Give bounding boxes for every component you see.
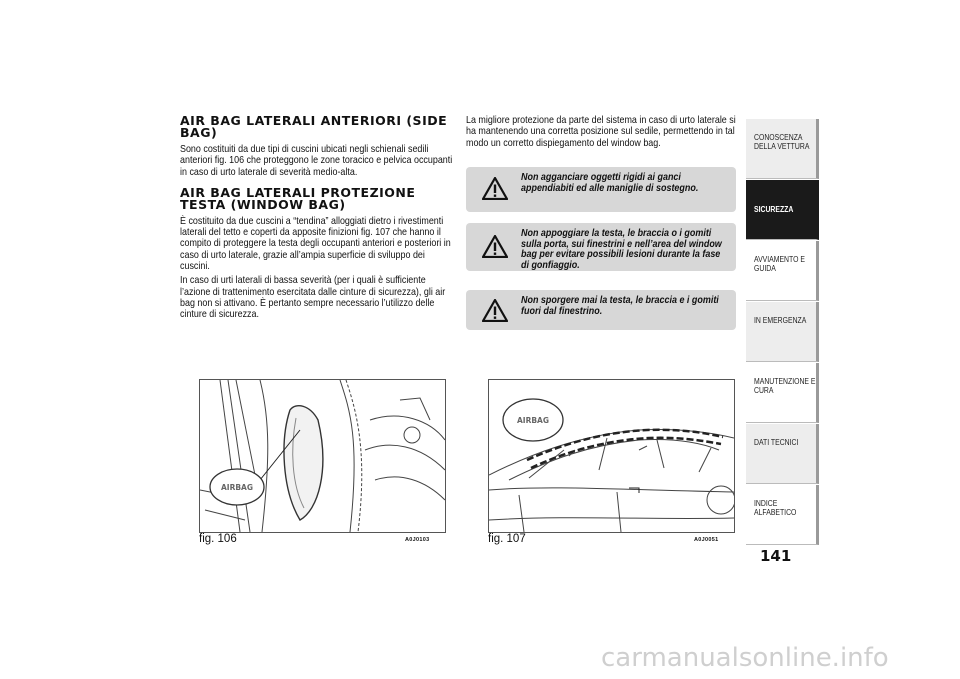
tab-label: MANUTENZIONE E CURA bbox=[754, 376, 816, 395]
heading-window-bag: AIR BAG LATERALI PROTEZIONE TESTA (WINDOW BAG) bbox=[180, 184, 416, 212]
warning-triangle-icon bbox=[482, 235, 508, 258]
figure-106-code: A0J0103 bbox=[405, 537, 430, 543]
window-bag-illustration bbox=[489, 380, 734, 532]
figure-107-code: A0J0051 bbox=[694, 537, 719, 543]
figure-107-image bbox=[488, 379, 735, 533]
tab-indice-alfabetico[interactable] bbox=[746, 485, 819, 545]
warning-text-1: Non agganciare oggetti rigidi ai ganci appendiabiti ed alle maniglie di sostegno. bbox=[521, 172, 699, 194]
heading-side-bag: AIR BAG LATERALI ANTERIORI (SIDE BAG) bbox=[180, 113, 448, 140]
paragraph-side-bag: Sono costituiti da due tipi di cuscini ubicati negli schienali sedili anteriori fig. 106 che proteggono le zone toracico e pelvica occupanti in caso di urto laterale di severità medio-alta. bbox=[180, 144, 453, 178]
warning-triangle-icon bbox=[482, 299, 508, 322]
right-column bbox=[466, 115, 746, 149]
seat-side-airbag-illustration bbox=[200, 380, 445, 532]
paragraph-window-bag: È costituito da due cuscini a “tendina” alloggiati dietro i rivestimenti laterali del tetto e coperti da apposite finizioni fig. 107 che hanno il compito di proteggere la testa degli occupanti anteriori e posteriori in caso di urto laterale, grazie all’ampia superficie di sviluppo dei cuscini. bbox=[180, 215, 451, 273]
tab-label: DATI TECNICI bbox=[754, 437, 799, 447]
airbag-badge: AIRBAG bbox=[516, 416, 550, 425]
tab-avviamento-e-guida[interactable] bbox=[746, 241, 819, 301]
warning-box-1 bbox=[466, 167, 736, 212]
tab-dati-tecnici[interactable] bbox=[746, 424, 819, 484]
warning-box-3 bbox=[466, 290, 736, 330]
tab-label: SICUREZZA bbox=[754, 204, 794, 214]
tab-manutenzione-e-cura[interactable] bbox=[746, 363, 819, 423]
warning-box-2 bbox=[466, 223, 736, 271]
tab-label: INDICE ALFABETICO bbox=[754, 498, 797, 517]
warning-text-2: Non appoggiare la testa, le braccia o i gomiti sulla porta, sui finestrini e nell’area del window bag per evitare possibili lesioni durante la fase di gonfiaggio. bbox=[521, 228, 722, 271]
tab-label: AVVIAMENTO E GUIDA bbox=[754, 254, 805, 273]
paragraph-low-severity: In caso di urti laterali di bassa severità (per i quali è sufficiente l’azione di trattenimento esercitata dalle cinture di sicurezza), gli air bag non si attivano. È pertanto sempre necessario l’utilizzo delle cinture di sicurezza. bbox=[180, 275, 446, 321]
warning-text-3: Non sporgere mai la testa, le braccia e i gomiti fuori dal finestrino. bbox=[521, 295, 719, 317]
figure-106-label: fig. 106 bbox=[199, 533, 237, 545]
figure-106-image bbox=[199, 379, 446, 533]
paragraph-intro: La migliore protezione da parte del sistema in caso di urto laterale si ha mantenendo una corretta posizione sul sedile, permettendo in tal modo un corretto dispiegamento del window bag. bbox=[466, 115, 736, 149]
tab-sicurezza[interactable] bbox=[746, 180, 819, 240]
tab-in-emergenza[interactable] bbox=[746, 302, 819, 362]
tab-label: IN EMERGENZA bbox=[754, 315, 807, 325]
tab-conoscenza-della-vettura[interactable] bbox=[746, 119, 819, 179]
figure-107-label: fig. 107 bbox=[488, 533, 526, 545]
page-number: 141 bbox=[760, 547, 792, 565]
warning-triangle-icon bbox=[482, 177, 508, 200]
watermark: carmanualsonline.info bbox=[601, 643, 889, 673]
airbag-badge: AIRBAG bbox=[220, 483, 254, 492]
tab-label: CONOSCENZA DELLA VETTURA bbox=[754, 132, 810, 151]
left-column bbox=[180, 113, 453, 321]
